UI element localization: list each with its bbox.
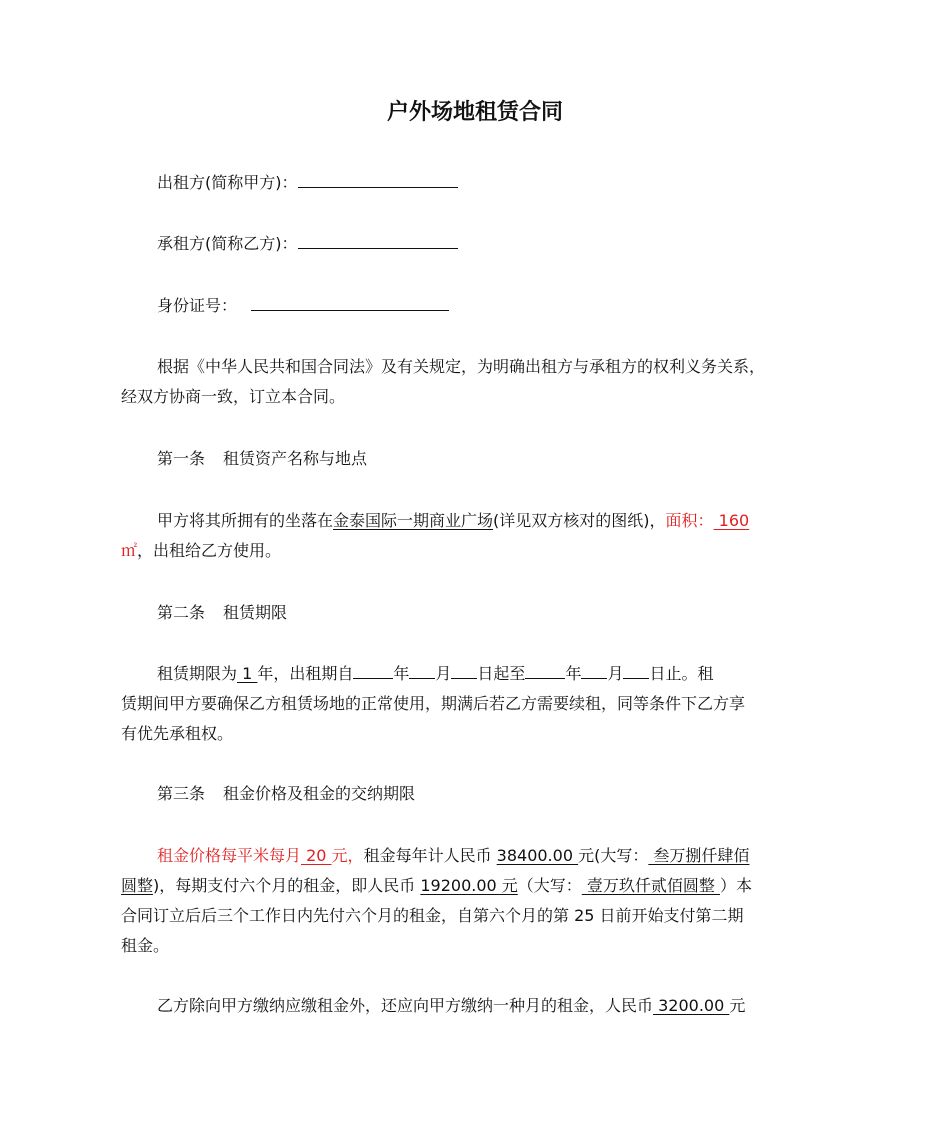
end-day-blank	[623, 660, 649, 679]
area-value: 160	[713, 511, 750, 530]
article2-line-2: 赁期间甲方要确保乙方租赁场地的正常使用，期满后若乙方需要续租，同等条件下乙方享	[121, 694, 746, 713]
end-year-blank	[525, 660, 565, 679]
end-day-label: 日止。租	[649, 664, 714, 683]
annual-amount-words-end: 圆整	[121, 876, 154, 895]
article3-title: 租金价格及租金的交纳期限	[223, 784, 416, 803]
id-label: 身份证号：	[157, 296, 238, 315]
lessor-blank	[298, 169, 458, 188]
start-month-label: 月	[435, 664, 452, 683]
intro-line-1: 根据《中华人民共和国合同法》及有关规定，为明确出租方与承租方的权利义务关系，	[157, 357, 766, 376]
article1-line-1	[157, 506, 841, 536]
lessee-line	[157, 229, 841, 259]
price-unit: 元，	[331, 846, 364, 865]
price-value: 20	[301, 846, 332, 865]
period-label: )，每期支付六个月的租金，即人民币	[153, 876, 421, 895]
article3-line-3: 合同订立后后三个工作日内先付六个月的租金，自第六个月的第 25 日前开始支付第二期	[121, 906, 744, 925]
article1-text-c: ，出租给乙方使用。	[137, 541, 282, 560]
start-year-label: 年	[393, 664, 410, 683]
area-unit: ㎡	[121, 541, 138, 560]
article2-title: 租赁期限	[223, 603, 288, 622]
start-day-blank	[451, 660, 477, 679]
deposit-unit: 元	[729, 996, 746, 1015]
article3-line-2	[121, 871, 841, 901]
deposit-line	[157, 991, 841, 1021]
end-month-label: 月	[607, 664, 624, 683]
article3-line-1	[157, 841, 841, 871]
term-years: 1	[237, 664, 258, 683]
term-label: 租赁期限为	[157, 664, 238, 683]
article1-line-2	[121, 536, 841, 566]
document-title: 户外场地租赁合同	[386, 100, 563, 125]
id-blank	[251, 292, 449, 311]
end-year-label: 年	[565, 664, 582, 683]
area-label: 面积：	[665, 511, 714, 530]
article1-text-a: 甲方将其所拥有的坐落在	[157, 511, 334, 530]
article1-text-b: (详见双方核对的图纸)，	[493, 511, 666, 530]
lessee-blank	[298, 230, 458, 249]
article1-number: 第一条	[157, 449, 206, 468]
id-line	[157, 291, 841, 321]
price-label: 租金价格每平米每月	[157, 846, 302, 865]
article1-heading	[157, 444, 841, 474]
article2-heading	[157, 598, 841, 628]
article2-number: 第二条	[157, 603, 206, 622]
annual-words-label: 元(大写：	[578, 846, 649, 865]
annual-amount-words: 叁万捌仟肆佰	[648, 846, 750, 865]
article3-text-end: ）本	[720, 876, 753, 895]
lessor-line	[157, 168, 841, 198]
deposit-amount: 3200.00	[653, 996, 730, 1015]
end-month-blank	[581, 660, 607, 679]
start-day-label: 日起至	[477, 664, 526, 683]
article2-line-1	[157, 659, 841, 689]
article3-number: 第三条	[157, 784, 206, 803]
start-month-blank	[409, 660, 435, 679]
half-year-amount-words: 壹万玖仟贰佰圆整	[581, 876, 720, 895]
annual-label: 租金每年计人民币	[363, 846, 497, 865]
article2-line-3: 有优先承租权。	[121, 724, 234, 743]
half-words-label: （大写：	[517, 876, 582, 895]
lessor-label: 出租方(简称甲方)：	[157, 173, 298, 192]
article3-heading	[157, 779, 841, 809]
article3-line-4: 租金。	[121, 936, 170, 955]
term-start-label: 年，出租期自	[257, 664, 354, 683]
half-year-amount: 19200.00 元	[420, 876, 518, 895]
annual-amount: 38400.00	[496, 846, 579, 865]
intro-line-2: 经双方协商一致，订立本合同。	[121, 387, 346, 406]
article1-title: 租赁资产名称与地点	[223, 449, 368, 468]
rental-location: 金泰国际一期商业广场	[333, 511, 494, 530]
start-year-blank	[353, 660, 393, 679]
lessee-label: 承租方(简称乙方)：	[157, 234, 298, 253]
deposit-text: 乙方除向甲方缴纳应缴租金外，还应向甲方缴纳一种月的租金，人民币	[157, 996, 654, 1015]
